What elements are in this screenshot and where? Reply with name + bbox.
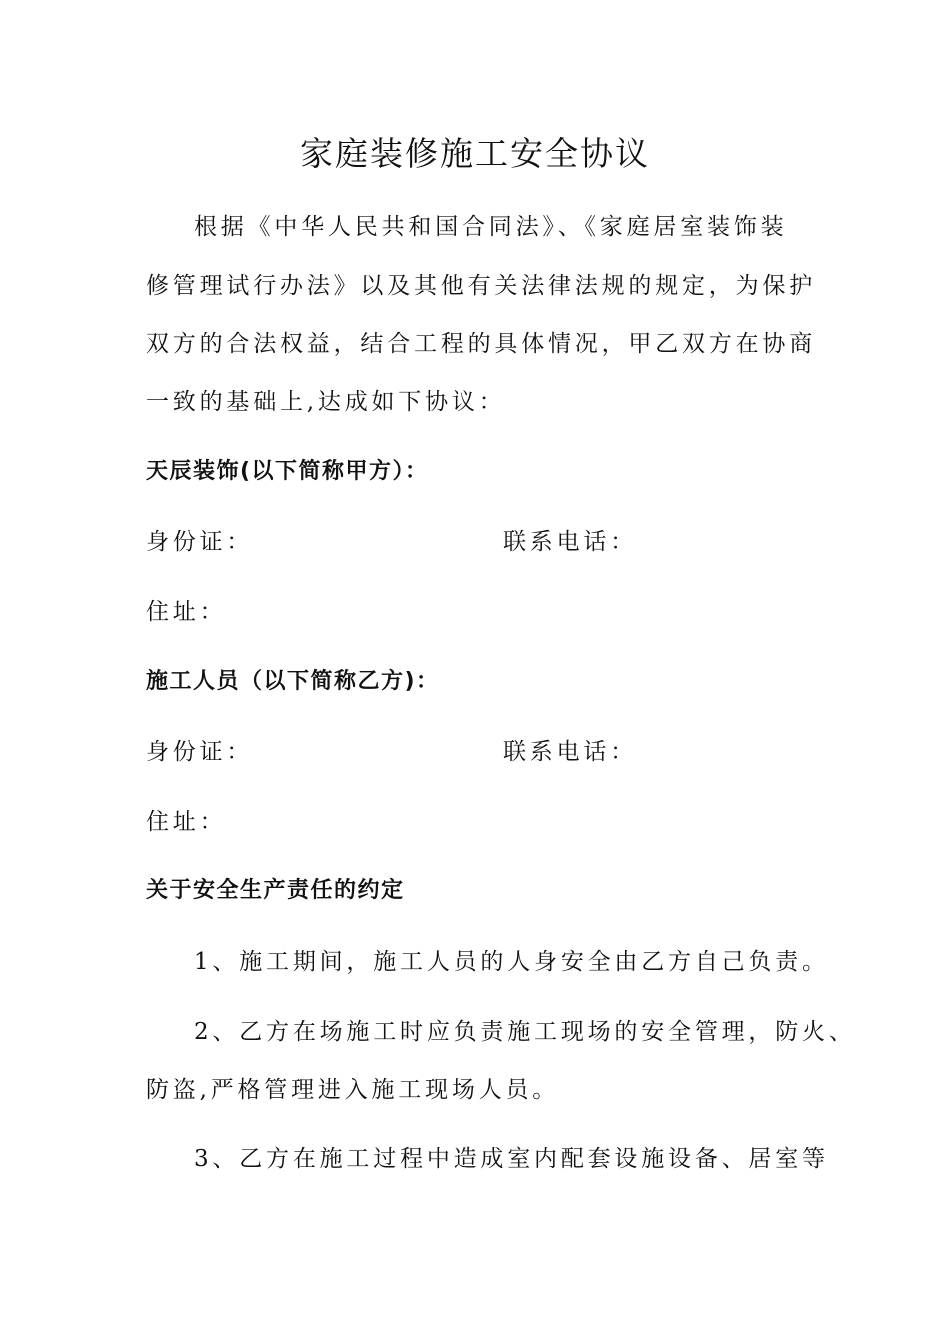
clause-2-continued: 防盗,严格管理进入施工现场人员。	[146, 1077, 560, 1103]
preamble-line-4: 一致的基础上,达成如下协议：	[146, 389, 506, 415]
safety-section-heading: 关于安全生产责任的约定	[146, 878, 405, 903]
preamble-line-1: 根据《中华人民共和国合同法》、《家庭居室装饰装	[194, 214, 788, 240]
party-b-heading: 施工人员（以下简称乙方)：	[146, 669, 440, 694]
party-a-heading: 天辰装饰(以下简称甲方）：	[146, 459, 429, 484]
party-b-phone-label: 联系电话：	[503, 739, 637, 765]
party-b-address-label: 住址：	[146, 809, 227, 835]
preamble-line-2: 修管理试行办法》以及其他有关法律法规的规定，为保护	[146, 273, 816, 299]
clause-2: 2、乙方在场施工时应负责施工现场的安全管理，防火、	[194, 1019, 856, 1045]
party-a-phone-label: 联系电话：	[503, 529, 637, 555]
party-b-id-label: 身份证：	[146, 739, 254, 765]
preamble-line-3: 双方的合法权益，结合工程的具体情况，甲乙双方在协商	[146, 331, 816, 357]
party-a-address-label: 住址：	[146, 599, 227, 625]
clause-3: 3、乙方在施工过程中造成室内配套设施设备、居室等	[194, 1146, 829, 1172]
document-title: 家庭装修施工安全协议	[300, 134, 650, 173]
clause-1: 1、施工期间，施工人员的人身安全由乙方自己负责。	[194, 949, 829, 975]
party-a-id-label: 身份证：	[146, 529, 254, 555]
